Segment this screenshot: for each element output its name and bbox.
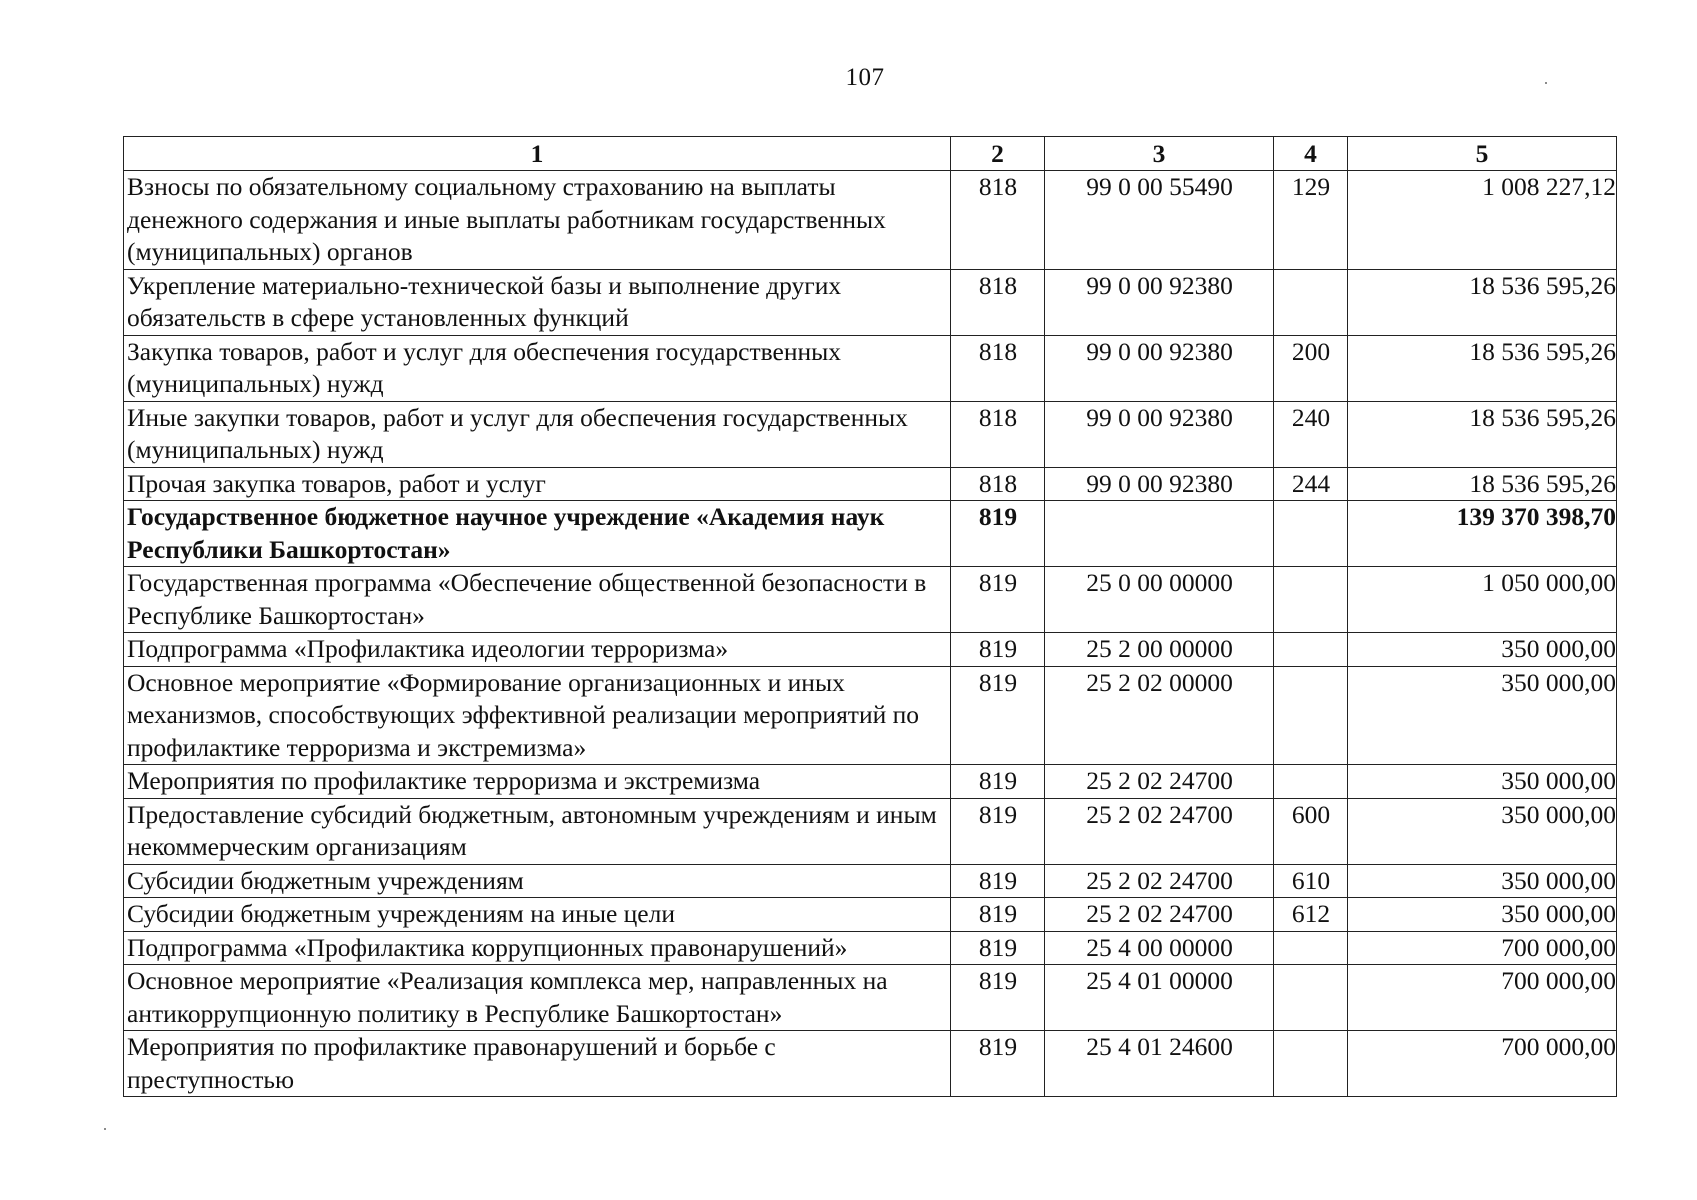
table-row xyxy=(124,467,1617,501)
table-row xyxy=(124,666,1617,765)
row-col3-cell: 25 2 02 24700 xyxy=(1045,798,1274,864)
row-col3-cell: 25 2 02 24700 xyxy=(1045,864,1274,898)
table-row xyxy=(124,567,1617,633)
row-col4-cell xyxy=(1274,269,1348,335)
col-header-1: 1 xyxy=(124,137,951,171)
table-row xyxy=(124,864,1617,898)
row-col3-cell: 25 0 00 00000 xyxy=(1045,567,1274,633)
row-col3-cell: 99 0 00 92380 xyxy=(1045,269,1274,335)
row-col4-cell: 200 xyxy=(1274,335,1348,401)
table-row xyxy=(124,765,1617,799)
row-name-cell: Прочая закупка товаров, работ и услуг xyxy=(124,467,951,501)
row-col4-cell: 244 xyxy=(1274,467,1348,501)
row-col3-cell: 99 0 00 92380 xyxy=(1045,335,1274,401)
row-amount-cell: 18 536 595,26 xyxy=(1348,467,1617,501)
row-col4-cell: 610 xyxy=(1274,864,1348,898)
row-name-cell: Иные закупки товаров, работ и услуг для обеспечения государственных (муниципальных) нужд xyxy=(124,401,951,467)
row-amount-cell: 350 000,00 xyxy=(1348,765,1617,799)
row-col4-cell xyxy=(1274,965,1348,1031)
row-col2-cell: 819 xyxy=(951,965,1045,1031)
row-col2-cell: 819 xyxy=(951,633,1045,667)
row-col4-cell: 240 xyxy=(1274,401,1348,467)
table-row xyxy=(124,171,1617,270)
table-body xyxy=(124,171,1617,1097)
row-col2-cell: 818 xyxy=(951,335,1045,401)
row-col4-cell xyxy=(1274,1031,1348,1097)
table-row xyxy=(124,798,1617,864)
table-row xyxy=(124,965,1617,1031)
row-col2-cell: 819 xyxy=(951,931,1045,965)
row-col4-cell xyxy=(1274,501,1348,567)
table-row xyxy=(124,401,1617,467)
row-name-cell: Укрепление материально-технической базы и выполнение других обязательств в сфере установленных функций xyxy=(124,269,951,335)
scan-speck xyxy=(1545,82,1547,84)
row-name-cell: Основное мероприятие «Формирование организационных и иных механизмов, способствующих эффективной реализации мероприятий по профилактике терроризма и экстремизма» xyxy=(124,666,951,765)
row-name-cell: Закупка товаров, работ и услуг для обеспечения государственных (муниципальных) нужд xyxy=(124,335,951,401)
row-col3-cell: 25 2 00 00000 xyxy=(1045,633,1274,667)
col-header-2: 2 xyxy=(951,137,1045,171)
row-amount-cell: 18 536 595,26 xyxy=(1348,269,1617,335)
row-amount-cell: 350 000,00 xyxy=(1348,666,1617,765)
row-name-cell: Субсидии бюджетным учреждениям xyxy=(124,864,951,898)
table-row xyxy=(124,501,1617,567)
budget-table xyxy=(123,136,1617,1097)
row-col4-cell: 600 xyxy=(1274,798,1348,864)
table-row xyxy=(124,1031,1617,1097)
page-number: 107 xyxy=(845,64,885,91)
row-col2-cell: 819 xyxy=(951,567,1045,633)
row-col3-cell: 99 0 00 55490 xyxy=(1045,171,1274,270)
row-col4-cell: 129 xyxy=(1274,171,1348,270)
row-col2-cell: 818 xyxy=(951,467,1045,501)
row-amount-cell: 700 000,00 xyxy=(1348,1031,1617,1097)
row-name-cell: Предоставление субсидий бюджетным, автономным учреждениям и иным некоммерческим организациям xyxy=(124,798,951,864)
row-amount-cell: 700 000,00 xyxy=(1348,965,1617,1031)
row-col3-cell: 25 4 00 00000 xyxy=(1045,931,1274,965)
row-amount-cell: 350 000,00 xyxy=(1348,798,1617,864)
col-header-4: 4 xyxy=(1274,137,1348,171)
row-col2-cell: 819 xyxy=(951,501,1045,567)
row-col4-cell xyxy=(1274,666,1348,765)
table-row xyxy=(124,931,1617,965)
row-col2-cell: 818 xyxy=(951,269,1045,335)
row-col2-cell: 819 xyxy=(951,798,1045,864)
row-col2-cell: 819 xyxy=(951,765,1045,799)
row-amount-cell: 350 000,00 xyxy=(1348,864,1617,898)
row-col3-cell: 25 4 01 24600 xyxy=(1045,1031,1274,1097)
row-name-cell: Мероприятия по профилактике терроризма и экстремизма xyxy=(124,765,951,799)
row-col2-cell: 819 xyxy=(951,898,1045,932)
row-col3-cell: 25 2 02 00000 xyxy=(1045,666,1274,765)
row-col3-cell xyxy=(1045,501,1274,567)
row-amount-cell: 350 000,00 xyxy=(1348,898,1617,932)
row-amount-cell: 1 008 227,12 xyxy=(1348,171,1617,270)
row-name-cell: Государственное бюджетное научное учреждение «Академия наук Республики Башкортостан» xyxy=(124,501,951,567)
row-name-cell: Взносы по обязательному социальному страхованию на выплаты денежного содержания и иные выплаты работникам государственных (муниципальных) органов xyxy=(124,171,951,270)
table-row xyxy=(124,633,1617,667)
row-amount-cell: 18 536 595,26 xyxy=(1348,335,1617,401)
col-header-3: 3 xyxy=(1045,137,1274,171)
row-col2-cell: 819 xyxy=(951,1031,1045,1097)
row-col4-cell xyxy=(1274,931,1348,965)
row-name-cell: Основное мероприятие «Реализация комплекса мер, направленных на антикоррупционную политику в Республике Башкортостан» xyxy=(124,965,951,1031)
table-row xyxy=(124,898,1617,932)
row-col4-cell xyxy=(1274,567,1348,633)
row-name-cell: Государственная программа «Обеспечение общественной безопасности в Республике Башкортостан» xyxy=(124,567,951,633)
row-name-cell: Подпрограмма «Профилактика идеологии терроризма» xyxy=(124,633,951,667)
row-col2-cell: 818 xyxy=(951,401,1045,467)
row-col3-cell: 25 2 02 24700 xyxy=(1045,765,1274,799)
row-col4-cell: 612 xyxy=(1274,898,1348,932)
row-name-cell: Мероприятия по профилактике правонарушений и борьбе с преступностью xyxy=(124,1031,951,1097)
row-amount-cell: 18 536 595,26 xyxy=(1348,401,1617,467)
table-row xyxy=(124,269,1617,335)
row-amount-cell: 350 000,00 xyxy=(1348,633,1617,667)
row-col4-cell xyxy=(1274,633,1348,667)
row-col3-cell: 99 0 00 92380 xyxy=(1045,467,1274,501)
scan-speck xyxy=(104,1128,106,1130)
row-col3-cell: 25 2 02 24700 xyxy=(1045,898,1274,932)
row-col2-cell: 819 xyxy=(951,666,1045,765)
row-col3-cell: 99 0 00 92380 xyxy=(1045,401,1274,467)
row-col4-cell xyxy=(1274,765,1348,799)
row-name-cell: Подпрограмма «Профилактика коррупционных правонарушений» xyxy=(124,931,951,965)
row-amount-cell: 1 050 000,00 xyxy=(1348,567,1617,633)
row-amount-cell: 139 370 398,70 xyxy=(1348,501,1617,567)
row-name-cell: Субсидии бюджетным учреждениям на иные цели xyxy=(124,898,951,932)
row-col3-cell: 25 4 01 00000 xyxy=(1045,965,1274,1031)
row-col2-cell: 818 xyxy=(951,171,1045,270)
table-row xyxy=(124,335,1617,401)
header-row xyxy=(124,137,1617,171)
row-amount-cell: 700 000,00 xyxy=(1348,931,1617,965)
col-header-5: 5 xyxy=(1348,137,1617,171)
row-col2-cell: 819 xyxy=(951,864,1045,898)
